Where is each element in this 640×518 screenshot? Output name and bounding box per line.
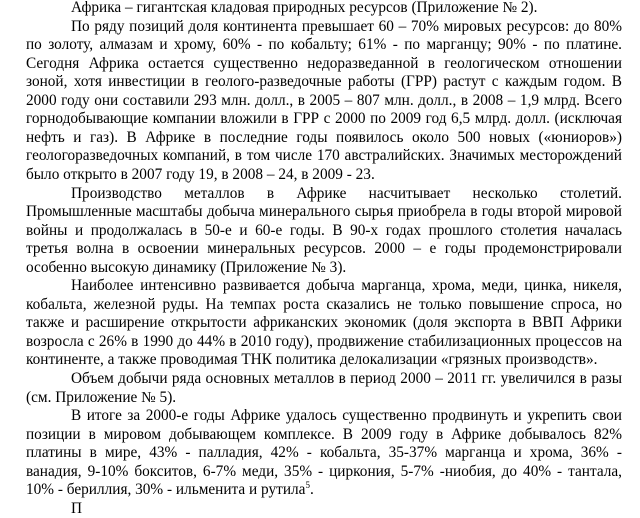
text-line-content: позиции в мировом добывающем комплексе. В 2009 году в Африке добывалось 82% bbox=[26, 425, 622, 443]
text-line-content: кобальта, железной руды. На темпах роста сказались не только повышение спроса, но bbox=[26, 295, 622, 313]
text-line-content: геологоразведочных компаний, в том числе 170 австралийских. Значимых месторождений bbox=[26, 147, 622, 165]
text-line bbox=[26, 314, 622, 332]
text-line-content: нефть и газ). В Африке в последние годы появилось около 500 новых («юниоров») bbox=[26, 128, 622, 146]
text-line bbox=[26, 333, 622, 351]
text-line-content: Промышленные масштабы добыча минерального сырья приобрела в годы второй мировой bbox=[26, 203, 622, 221]
text-line bbox=[26, 444, 622, 462]
text-line-content: зоной, хотя инвестиции в геолого-разведочные работы (ГРР) растут с каждым годом. В bbox=[26, 73, 622, 91]
text-line bbox=[26, 240, 622, 258]
text-line bbox=[71, 185, 622, 203]
text-line bbox=[71, 500, 622, 518]
text-line bbox=[26, 481, 622, 499]
text-line bbox=[26, 203, 622, 221]
text-line bbox=[26, 129, 622, 147]
text-line bbox=[71, 277, 622, 295]
text-line-content: третья волна в освоении минеральных ресурсов. 2000 – е годы продемонстрировали bbox=[26, 240, 622, 258]
text-line-content: Производство металлов в Африке насчитывает несколько столетий. bbox=[71, 184, 622, 202]
text-line bbox=[71, 407, 622, 425]
text-line-content: платины в мире, 43% - палладия, 42% - кобальта, 35-37% марганца и хрома, 36% - bbox=[26, 444, 622, 462]
text-line bbox=[71, 0, 622, 17]
text-line bbox=[26, 351, 622, 369]
text-line-content: горнодобывающие компании вложили в ГРР с 2000 по 2009 год 6,5 млрд. долл. (исключая bbox=[26, 110, 622, 128]
text-line-content: (см. Приложение № 5). bbox=[26, 388, 177, 406]
text-line bbox=[26, 166, 622, 184]
text-line bbox=[26, 259, 622, 277]
line-ending-punctuation: . bbox=[309, 481, 314, 499]
text-line bbox=[26, 426, 622, 444]
text-line-content: Объем добычи ряда основных металлов в период 2000 – 2011 гг. увеличился в разы bbox=[71, 370, 622, 387]
footnote-marker: 5 bbox=[305, 480, 310, 491]
text-line-content: 2000 году они составили 293 млн. долл., в 2005 – 807 млн. долл., в 2008 – 1,9 млрд. Всего bbox=[26, 91, 622, 109]
text-line-content: возросла с 26% в 1990 до 44% в 2010 году), продвижение стабилизационных процессов на bbox=[26, 332, 622, 350]
text-line-content: В итоге за 2000-е годы Африке удалось существенно продвинуть и укрепить свои bbox=[71, 407, 622, 425]
text-line bbox=[26, 110, 622, 128]
text-line bbox=[26, 55, 622, 73]
text-line-content: по золоту, алмазам и хрому, 60% - по кобальту; 61% - по марганцу; 90% - по платине. bbox=[26, 36, 622, 54]
text-line bbox=[26, 92, 622, 110]
text-line bbox=[26, 73, 622, 91]
text-line bbox=[71, 18, 622, 36]
text-line-content: ванадия, 9-10% бокситов, 6-7% меди, 35% - циркония, 5-7% -ниобия, до 40% - тантала, bbox=[26, 462, 622, 480]
text-line-content: войны и продолжалась в 50-е и 60-е годы. В 90-х годах прошлого столетия началась bbox=[26, 221, 622, 239]
text-line bbox=[26, 147, 622, 165]
text-line bbox=[26, 222, 622, 240]
text-line-content: Африка – гигантская кладовая природных ресурсов (Приложение № 2). bbox=[71, 0, 538, 16]
text-line bbox=[26, 463, 622, 481]
text-line-content: континенте, а также проводимая ТНК политика делокализации «грязных производств». bbox=[26, 351, 598, 369]
text-line-content: Наиболее интенсивно развивается добыча марганца, хрома, меди, цинка, никеля, bbox=[71, 277, 622, 295]
text-line bbox=[26, 36, 622, 54]
text-line bbox=[26, 296, 622, 314]
text-line-content: также и расширение открытости африканских экономик (доля экспорта в ВВП Африки bbox=[26, 314, 622, 332]
text-line-content: 10% - бериллия, 30% - ильменита и рутила bbox=[26, 481, 306, 499]
text-line-content: П bbox=[71, 499, 83, 517]
text-line-content: Сегодня Африка остается существенно недоразведанной в геологическом отношении bbox=[26, 54, 622, 72]
text-line bbox=[71, 370, 622, 388]
text-line-content: было открыто в 2007 году 19, в 2008 – 24, в 2009 - 23. bbox=[26, 165, 375, 183]
text-line-content: особенно высокую динамику (Приложение № 3). bbox=[26, 258, 347, 276]
text-line bbox=[26, 389, 622, 407]
text-line-content: По ряду позиций доля континента превышает 60 – 70% мировых ресурсов: до 80% bbox=[71, 17, 622, 35]
